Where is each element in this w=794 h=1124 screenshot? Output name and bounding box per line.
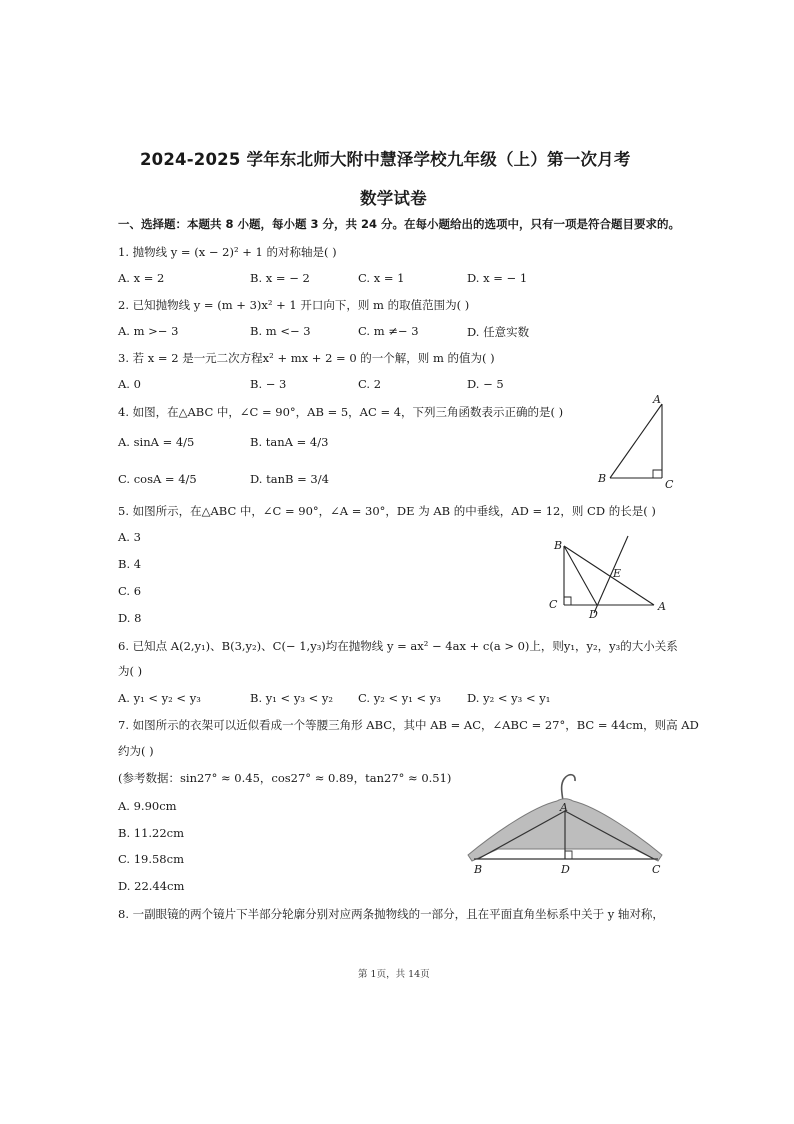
question-1-stem: 1. 抛物线 y = (x − 2)² + 1 的对称轴是( ) <box>118 245 337 259</box>
question-7-stem: 7. 如图所示的衣架可以近似看成一个等腰三角形 ABC，其中 AB = AC，∠ABC = 27°，BC = 44cm，则高 AD <box>118 718 699 732</box>
question-8-stem: 8. 一副眼镜的两个镜片下半部分轮廓分别对应两条抛物线的一部分，且在平面直角坐标系中关于 y 轴对称， <box>118 907 664 921</box>
question-2-stem: 2. 已知抛物线 y = (m + 3)x² + 1 开口向下，则 m 的取值范围为( ) <box>118 298 470 312</box>
question-7-option-b: B. 11.22cm <box>118 826 185 840</box>
question-3-option-b: B. − 3 <box>250 377 287 391</box>
fig5-label-c: C <box>549 598 558 611</box>
fig7-label-c: C <box>652 863 661 876</box>
fig4-label-c: C <box>665 478 674 491</box>
question-5-option-c: C. 6 <box>118 584 142 598</box>
question-6-option-c: C. y₂ < y₁ < y₃ <box>358 691 441 705</box>
figure-q5-triangle-perpendicular-bisector <box>540 530 680 620</box>
page-footer: 第 1页，共 14页 <box>358 969 430 980</box>
question-4-option-c: C. cosA = 4/5 <box>118 472 197 486</box>
question-4-option-b: B. tanA = 4/3 <box>250 435 329 449</box>
question-1-option-d: D. x = − 1 <box>467 271 528 285</box>
fig5-label-a: A <box>658 600 666 613</box>
question-2-option-d: D. 任意实数 <box>467 325 530 339</box>
question-2-option-c: C. m ≠− 3 <box>358 324 419 338</box>
question-7-stem-continued: 约为( ) <box>118 744 154 758</box>
question-7-reference-data: (参考数据：sin27° ≈ 0.45，cos27° ≈ 0.89，tan27° ≈ 0.51) <box>118 771 452 785</box>
fig5-label-d: D <box>589 608 598 620</box>
question-3-option-c: C. 2 <box>358 377 382 391</box>
fig7-label-b: B <box>474 863 483 876</box>
question-2-option-b: B. m <− 3 <box>250 324 311 338</box>
question-6-stem: 6. 已知点 A(2,y₁)、B(3,y₂)、C(− 1,y₃)均在抛物线 y = ax² − 4ax + c(a > 0)上，则y₁，y₂，y₃的大小关系 <box>118 639 678 653</box>
figure-q4-right-triangle <box>592 392 682 492</box>
question-1-option-b: B. x = − 2 <box>250 271 310 285</box>
question-7-option-d: D. 22.44cm <box>118 879 185 893</box>
question-6-option-d: D. y₂ < y₃ < y₁ <box>467 691 551 705</box>
question-1-option-a: A. x = 2 <box>118 271 165 285</box>
fig5-label-e: E <box>613 567 622 580</box>
figure-q7-hanger <box>462 765 672 880</box>
question-7-option-c: C. 19.58cm <box>118 852 184 866</box>
question-4-option-d: D. tanB = 3/4 <box>250 472 329 486</box>
question-2-option-a: A. m >− 3 <box>118 324 179 338</box>
question-3-option-d: D. − 5 <box>467 377 504 391</box>
fig7-label-a: A <box>560 801 568 814</box>
question-7-option-a: A. 9.90cm <box>118 799 177 813</box>
question-5-option-d: D. 8 <box>118 611 142 625</box>
question-3-stem: 3. 若 x = 2 是一元二次方程x² + mx + 2 = 0 的一个解，则 m 的值为( ) <box>118 351 495 365</box>
question-5-option-b: B. 4 <box>118 557 142 571</box>
question-1-option-c: C. x = 1 <box>358 271 405 285</box>
fig5-label-b: B <box>554 539 563 552</box>
fig4-label-a: A <box>653 393 661 406</box>
question-5-stem: 5. 如图所示，在△ABC 中，∠C = 90°，∠A = 30°，DE 为 AB 的中垂线，AD = 12，则 CD 的长是( ) <box>118 504 656 518</box>
question-3-option-a: A. 0 <box>118 377 141 391</box>
question-6-option-a: A. y₁ < y₂ < y₃ <box>118 691 201 705</box>
question-4-stem: 4. 如图，在△ABC 中，∠C = 90°，AB = 5，AC = 4，下列三角函数表示正确的是( ) <box>118 405 564 419</box>
question-6-stem-continued: 为( ) <box>118 664 143 678</box>
page-subtitle: 数学试卷 <box>360 189 427 208</box>
page-title: 2024-2025 学年东北师大附中慧泽学校九年级（上）第一次月考 <box>140 150 631 169</box>
section-heading: 一、选择题：本题共 8 小题，每小题 3 分，共 24 分。在每小题给出的选项中，只有一项是符合题目要求的。 <box>118 217 681 231</box>
question-4-option-a: A. sinA = 4/5 <box>118 435 195 449</box>
question-6-option-b: B. y₁ < y₃ < y₂ <box>250 691 333 705</box>
fig4-label-b: B <box>598 472 607 485</box>
fig7-label-d: D <box>561 863 570 876</box>
question-5-option-a: A. 3 <box>118 530 141 544</box>
